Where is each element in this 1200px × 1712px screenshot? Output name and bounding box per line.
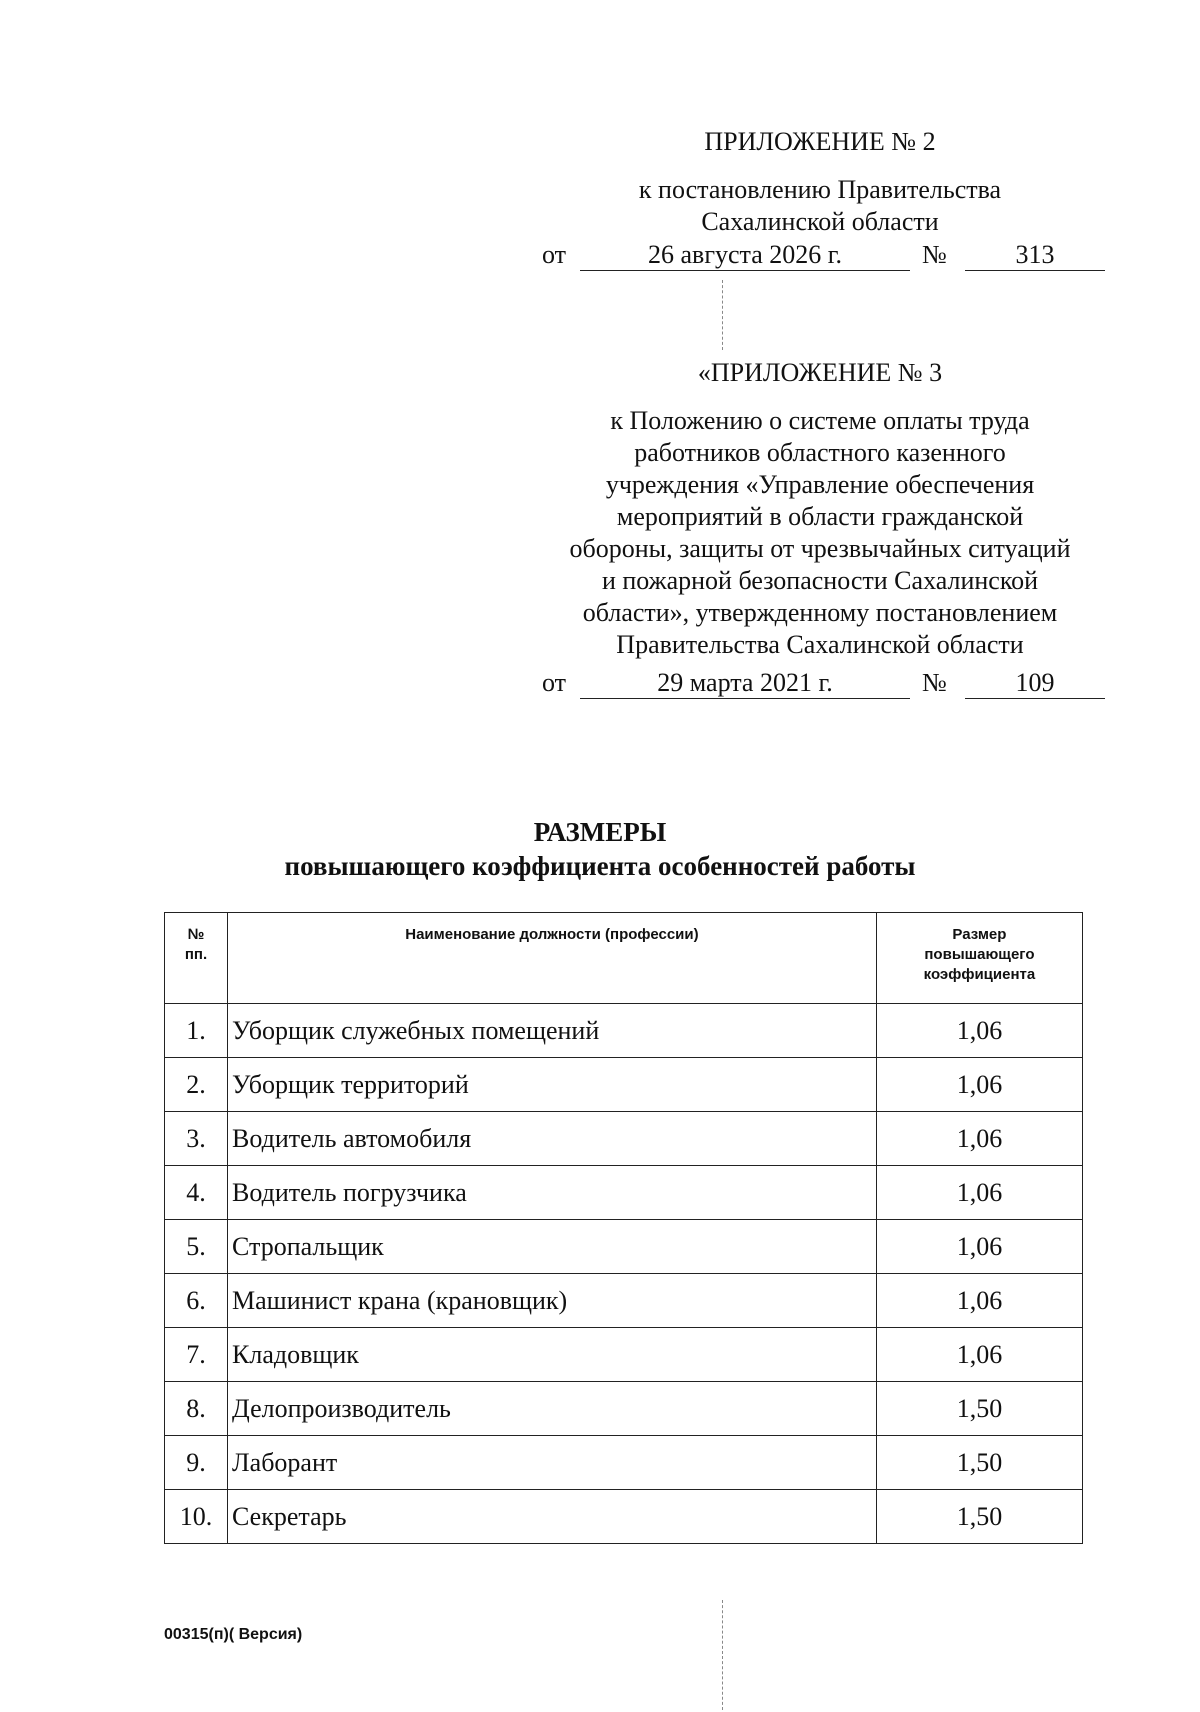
appendix3-title: «ПРИЛОЖЕНИЕ № 3 [697,358,943,387]
row-number: 1. [165,1004,228,1058]
row-number: 9. [165,1436,228,1490]
row-position-name: Уборщик служебных помещений [228,1004,877,1058]
row-number: 10. [165,1490,228,1544]
table-row [165,1436,1083,1490]
scan-artifact-line [722,280,723,350]
row-position-name: Водитель автомобиля [228,1112,877,1166]
row-coefficient: 1,06 [876,1166,1082,1220]
row-number: 7. [165,1328,228,1382]
table-row [165,1274,1083,1328]
table-row [165,1220,1083,1274]
row-number: 8. [165,1382,228,1436]
table-header-row [165,913,1083,1004]
row-number: 3. [165,1112,228,1166]
row-number: 5. [165,1220,228,1274]
table-row [165,1166,1083,1220]
table-row [165,1490,1083,1544]
footer-document-code: 00315(п)( Версия) [164,1626,303,1643]
row-position-name: Кладовщик [228,1328,877,1382]
row-number: 2. [165,1058,228,1112]
row-coefficient: 1,06 [876,1058,1082,1112]
header-coefficient: Размер повышающего коэффициента [876,913,1082,1004]
scan-artifact-line [722,1600,723,1710]
row-coefficient: 1,06 [876,1220,1082,1274]
appendix3-dateline [540,668,1105,702]
appendix2-dateline [540,240,1105,274]
number-sign: № [922,668,947,697]
document-title-line1: РАЗМЕРЫ [533,817,667,847]
table-row [165,1328,1083,1382]
row-coefficient: 1,50 [876,1436,1082,1490]
coefficients-table [164,912,1083,1544]
appendix3-text: к Положению о системе оплаты труда работников областного казенного учреждения «Управление обеспечения мероприятий в области гражданской обороны, защиты от чрезвычайных ситуаций и пожарной безопасности Сахалинской области», утвержденному постановлением Правительства Сахалинской области [569,406,1071,659]
table-row [165,1382,1083,1436]
appendix2-number: 313 [965,240,1105,271]
ot-label: от [542,668,567,697]
row-coefficient: 1,50 [876,1490,1082,1544]
appendix3-date: 29 марта 2021 г. [580,668,910,699]
header-number: № пп. [165,913,228,1004]
appendix3-number: 109 [965,668,1105,699]
appendix2-title: ПРИЛОЖЕНИЕ № 2 [704,127,936,156]
document-title-line2: повышающего коэффициента особенностей работы [284,851,916,881]
number-sign: № [922,240,947,269]
row-coefficient: 1,06 [876,1274,1082,1328]
table-row [165,1004,1083,1058]
row-position-name: Стропальщик [228,1220,877,1274]
table-row [165,1058,1083,1112]
row-number: 6. [165,1274,228,1328]
row-position-name: Уборщик территорий [228,1058,877,1112]
row-position-name: Лаборант [228,1436,877,1490]
row-coefficient: 1,06 [876,1004,1082,1058]
document-title [150,815,1050,883]
row-position-name: Водитель погрузчика [228,1166,877,1220]
row-coefficient: 1,06 [876,1328,1082,1382]
row-number: 4. [165,1166,228,1220]
row-coefficient: 1,50 [876,1382,1082,1436]
row-position-name: Делопроизводитель [228,1382,877,1436]
ot-label: от [542,240,567,269]
appendix2-date: 26 августа 2026 г. [580,240,910,271]
appendix2-text: к постановлению Правительства Сахалинской области [638,175,1002,236]
table-row [165,1112,1083,1166]
header-position-name: Наименование должности (профессии) [228,913,877,1004]
row-position-name: Секретарь [228,1490,877,1544]
row-coefficient: 1,06 [876,1112,1082,1166]
row-position-name: Машинист крана (крановщик) [228,1274,877,1328]
